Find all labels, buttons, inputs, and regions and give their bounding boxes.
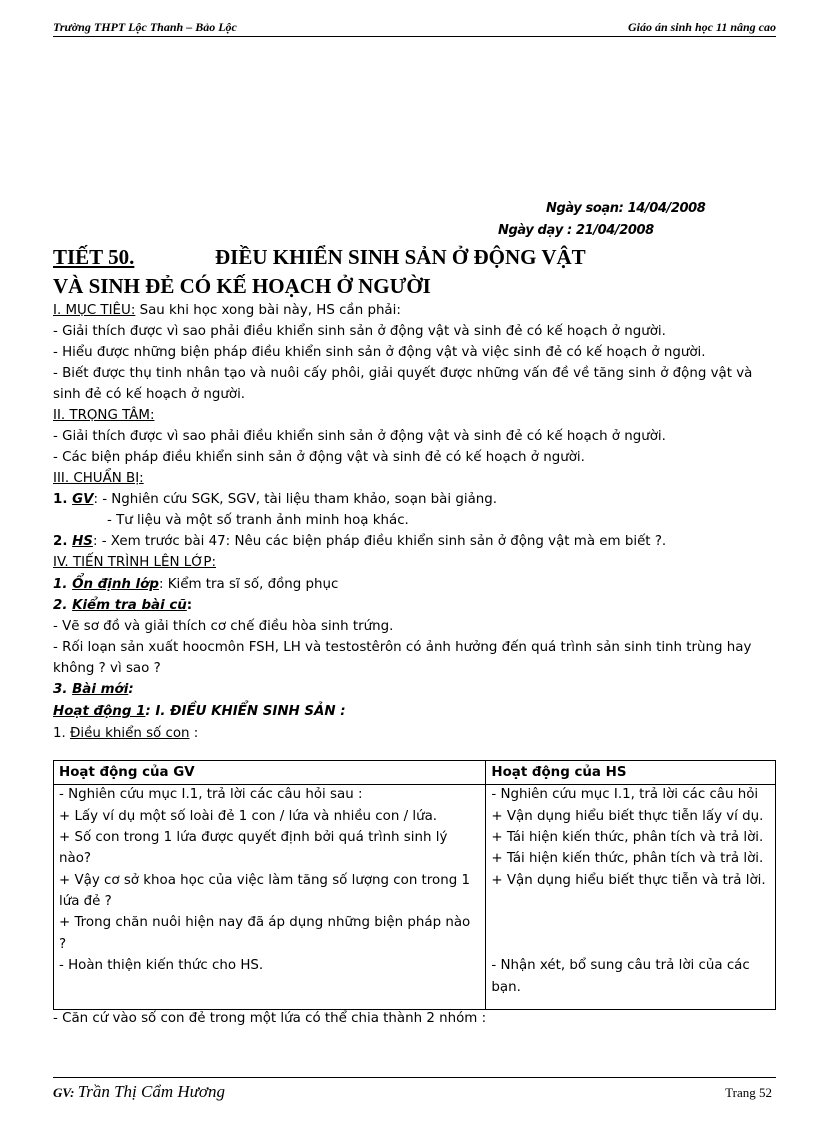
trong-tam-heading: II. TRỌNG TÂM: xyxy=(53,408,155,423)
hs-line: + Vận dụng hiểu biết thực tiễn lấy ví dụ. xyxy=(491,809,764,824)
hs-line: - Nghiên cứu mục I.1, trả lời các câu hỏi xyxy=(491,787,759,802)
page-number: Trang 52 xyxy=(725,1085,772,1100)
on-dinh-lop: 1. Ổn định lớp: Kiểm tra sĩ số, đồng phục xyxy=(53,577,339,592)
muc-tieu-item-3: - Biết được thụ tinh nhân tạo và nuôi cấy phôi, giải quyết được những vấn đề về tăng sinh ở động vật và xyxy=(53,366,753,381)
gv-line: + Số con trong 1 lứa được quyết định bởi quá trình sinh lý xyxy=(59,830,448,845)
trong-tam-item-2: - Các biện pháp điều khiển sinh sản ở động vật và sinh đẻ có kế hoạch ở người. xyxy=(53,450,585,465)
signature: Trần Thị Cẩm Hương xyxy=(77,1082,225,1101)
title-line1: ĐIỀU KHIỂN SINH SẢN Ở ĐỘNG VẬT xyxy=(215,245,586,269)
header-rule xyxy=(53,36,776,37)
gv-line: nào? xyxy=(59,851,91,866)
gv-line: + Trong chăn nuôi hiện nay đã áp dụng những biện pháp nào xyxy=(59,915,471,930)
muc-tieu-heading: I. MỤC TIÊU: xyxy=(53,303,136,318)
gv-line: + Lấy ví dụ một số loài đẻ 1 con / lứa và nhiều con / lứa. xyxy=(59,809,438,824)
hs-cell xyxy=(486,785,776,1010)
tien-trinh-heading-line xyxy=(53,555,216,570)
trong-tam-heading-line xyxy=(53,408,154,423)
hs-label: HS xyxy=(72,534,93,549)
table-header-row xyxy=(54,761,776,785)
header-school: Trường THPT Lộc Thanh – Bảo Lộc xyxy=(53,20,237,34)
bai-moi: 3. Bài mới: xyxy=(53,682,134,697)
after-table-text: - Căn cứ vào số con đẻ trong một lứa có thể chia thành 2 nhóm : xyxy=(53,1011,487,1026)
muc-tieu-intro: Sau khi học xong bài này, HS cần phải: xyxy=(135,303,401,318)
activity-table xyxy=(53,760,776,1010)
trong-tam-item-1: - Giải thích được vì sao phải điều khiển sinh sản ở động vật và sinh đẻ có kế hoạch ở người. xyxy=(53,429,666,444)
header-gv: Hoạt động của GV xyxy=(54,761,486,785)
gv-line: lứa đẻ ? xyxy=(59,894,112,909)
gv-label: GV xyxy=(72,492,94,507)
hoat-dong-1: Hoạt động 1: I. ĐIỀU KHIỂN SINH SẢN : xyxy=(53,704,346,719)
muc-tieu-heading-line xyxy=(53,303,401,318)
muc-tieu-item-2: - Hiểu được những biện pháp điều khiển sinh sản ở động vật và việc sinh đẻ có kế hoạch ở người. xyxy=(53,345,706,360)
chuan-bi-gv: 1. GV: - Nghiên cứu SGK, SGV, tài liệu tham khảo, soạn bài giảng. xyxy=(53,492,498,507)
table-row xyxy=(54,785,776,1010)
kiem-tra-item-2: - Rối loạn sản xuất hoocmôn FSH, LH và testostêrôn có ảnh hưởng đến quá trình sản sinh tinh trùng hay xyxy=(53,640,752,655)
gv-line: + Vậy cơ sở khoa học của việc làm tăng số lượng con trong 1 xyxy=(59,873,470,888)
chuan-bi-heading-line xyxy=(53,471,144,486)
chuan-bi-hs: 2. HS: - Xem trước bài 47: Nêu các biện pháp điều khiển sinh sản ở động vật mà em biết ?. xyxy=(53,534,667,549)
hs-line: + Tái hiện kiến thức, phân tích và trả lời. xyxy=(491,851,764,866)
chuan-bi-gv-2: - Tư liệu và một số tranh ảnh minh hoạ khác. xyxy=(107,513,409,528)
muc-tieu-item-1: - Giải thích được vì sao phải điều khiển sinh sản ở động vật và sinh đẻ có kế hoạch ở người. xyxy=(53,324,666,339)
chuan-bi-heading: III. CHUẨN BỊ: xyxy=(53,471,144,486)
date-day: Ngày dạy : 21/04/2008 xyxy=(498,223,654,238)
gv-line: - Hoàn thiện kiến thức cho HS. xyxy=(59,958,264,973)
kiem-tra-bai-cu: 2. Kiểm tra bài cũ: xyxy=(53,598,193,613)
muc-tieu-item-3-cont: sinh đẻ có kế hoạch ở người. xyxy=(53,387,246,402)
kiem-tra-item-1: - Vẽ sơ đồ và giải thích cơ chế điều hòa sinh trứng. xyxy=(53,619,394,634)
header-hs: Hoạt động của HS xyxy=(486,761,776,785)
hs-line: + Vận dụng hiểu biết thực tiễn và trả lời. xyxy=(491,873,766,888)
gv-line: ? xyxy=(59,937,67,952)
title-line2: VÀ SINH ĐẺ CÓ KẾ HOẠCH Ở NGƯỜI xyxy=(53,274,431,298)
hs-line: - Nhận xét, bổ sung câu trả lời của các xyxy=(491,958,750,973)
footer-author: GV: Trần Thị Cẩm Hương xyxy=(53,1082,225,1101)
hs-line: bạn. xyxy=(491,980,521,995)
tien-trinh-heading: IV. TIẾN TRÌNH LÊN LỚP: xyxy=(53,555,217,570)
kiem-tra-item-2-cont: không ? vì sao ? xyxy=(53,661,161,676)
date-soan: Ngày soạn: 14/04/2008 xyxy=(546,201,706,216)
gv-line: - Nghiên cứu mục I.1, trả lời các câu hỏi sau : xyxy=(59,787,363,802)
hs-line: + Tái hiện kiến thức, phân tích và trả lời. xyxy=(491,830,764,845)
footer-rule xyxy=(53,1077,776,1078)
header-subject: Giáo án sinh học 11 nâng cao xyxy=(627,20,776,34)
dieu-khien-so-con: 1. Điều khiển số con : xyxy=(53,726,199,741)
gv-cell xyxy=(54,785,486,1010)
lesson-number: TIẾT 50. xyxy=(53,245,135,269)
